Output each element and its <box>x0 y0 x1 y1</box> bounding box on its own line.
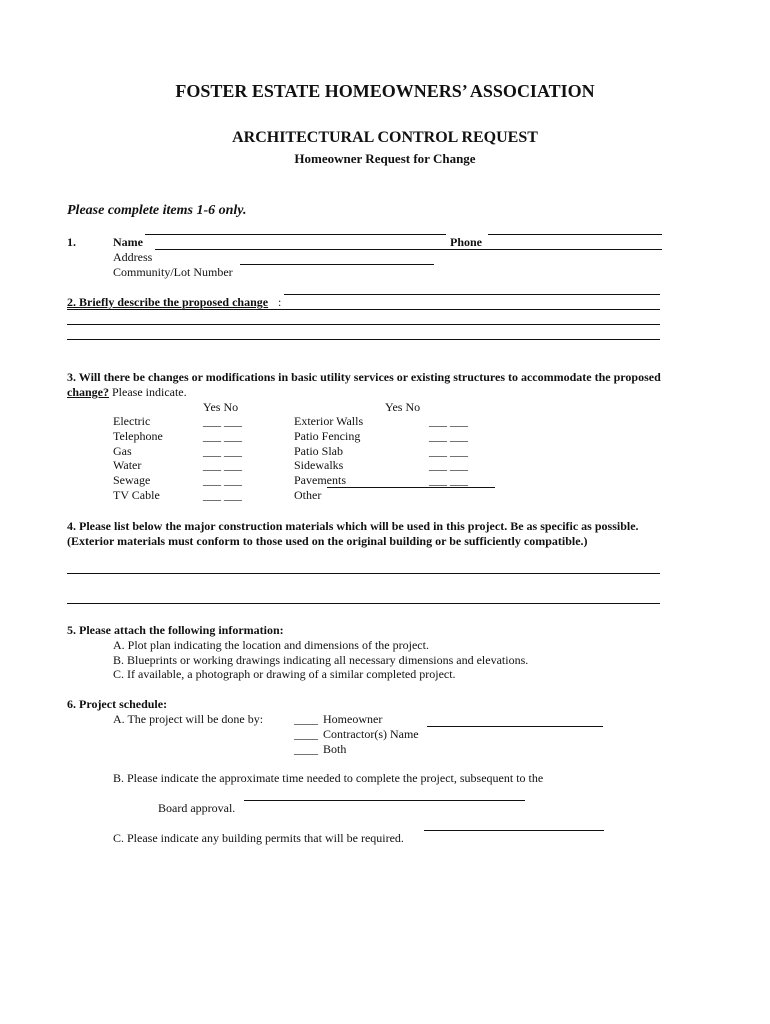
structure-pavements: Pavements <box>294 473 346 487</box>
tv-cable-yes-no[interactable]: ___ ___ <box>203 488 242 502</box>
utility-sewage: Sewage <box>113 473 151 487</box>
structure-patio-slab: Patio Slab <box>294 444 344 458</box>
contractor-option: Contractor(s) Name <box>323 727 419 741</box>
name-label: Name <box>113 235 143 249</box>
building-permits-field[interactable] <box>424 830 604 831</box>
utility-electric: Electric <box>113 414 151 428</box>
exterior-walls-yes-no[interactable]: ___ ___ <box>429 414 468 428</box>
item6-c-label: C. Please indicate any building permits that will be required. <box>113 831 404 845</box>
structure-exterior-walls: Exterior Walls <box>294 414 364 428</box>
item4-line2: (Exterior materials must conform to those used on the original building or be sufficiently compatible.) <box>67 534 588 548</box>
water-yes-no[interactable]: ___ ___ <box>203 458 242 472</box>
structure-sidewalks: Sidewalks <box>294 458 344 472</box>
proposed-change-field-1[interactable] <box>284 294 660 295</box>
contractor-blank[interactable]: ____ <box>294 727 318 741</box>
utility-water: Water <box>113 458 142 472</box>
phone-label: Phone <box>450 235 483 249</box>
contractor-name-field[interactable] <box>427 726 603 727</box>
item5-plot-plan: A. Plot plan indicating the location and dimensions of the project. <box>113 638 429 652</box>
utility-telephone: Telephone <box>113 429 163 443</box>
homeowner-option: Homeowner <box>323 712 383 726</box>
structure-other-field[interactable] <box>327 487 495 488</box>
time-needed-field[interactable] <box>244 800 525 801</box>
item4-line1: 4. Please list below the major construction materials which will be used in this project. Be as specific as possible. <box>67 519 639 533</box>
address-label: Address <box>113 250 153 264</box>
item6-heading: 6. Project schedule: <box>67 697 168 711</box>
item6-b-line1: B. Please indicate the approximate time needed to complete the project, subsequent to the <box>113 771 544 785</box>
form-subtitle: Homeowner Request for Change <box>294 151 476 166</box>
item3-change-word: change? <box>67 385 109 399</box>
proposed-change-field-4[interactable] <box>67 339 660 340</box>
item5-heading: 5. Please attach the following information: <box>67 623 284 637</box>
pavements-yes-no[interactable]: ___ ___ <box>429 473 468 487</box>
item5-blueprints: B. Blueprints or working drawings indicating all necessary dimensions and elevations. <box>113 653 529 667</box>
sewage-yes-no[interactable]: ___ ___ <box>203 473 242 487</box>
address-field[interactable] <box>155 249 662 250</box>
item1-number: 1. <box>67 235 76 249</box>
proposed-change-field-3[interactable] <box>67 324 660 325</box>
item3-question-cont <box>67 385 187 399</box>
yes-no-header-left: Yes No <box>203 400 239 414</box>
community-lot-label: Community/Lot Number <box>113 265 233 279</box>
item3-please-indicate: Please indicate. <box>109 385 187 399</box>
item6-a-label: A. The project will be done by: <box>113 712 264 726</box>
utility-tv-cable: TV Cable <box>113 488 160 502</box>
patio-fencing-yes-no[interactable]: ___ ___ <box>429 429 468 443</box>
both-option: Both <box>323 742 347 756</box>
item2-label: 2. Briefly describe the proposed change <box>67 295 269 309</box>
association-title: FOSTER ESTATE HOMEOWNERS’ ASSOCIATION <box>175 81 595 101</box>
community-lot-field[interactable] <box>240 264 434 265</box>
structure-patio-fencing: Patio Fencing <box>294 429 361 443</box>
item2-colon: : <box>278 295 282 309</box>
telephone-yes-no[interactable]: ___ ___ <box>203 429 242 443</box>
item3-question: 3. Will there be changes or modifications in basic utility services or existing structures to accommodate the proposed <box>67 370 661 384</box>
both-blank[interactable]: ____ <box>294 742 318 756</box>
gas-yes-no[interactable]: ___ ___ <box>203 444 242 458</box>
materials-field-2[interactable] <box>67 603 660 604</box>
form-title: ARCHITECTURAL CONTROL REQUEST <box>232 129 538 146</box>
instruction-text: Please complete items 1-6 only. <box>67 203 247 218</box>
utility-gas: Gas <box>113 444 132 458</box>
electric-yes-no[interactable]: ___ ___ <box>203 414 242 428</box>
item5-photograph: C. If available, a photograph or drawing of a similar completed project. <box>113 667 456 681</box>
name-field[interactable] <box>145 234 446 235</box>
item6-b-line2: Board approval. <box>158 801 236 815</box>
yes-no-header-right: Yes No <box>385 400 421 414</box>
sidewalks-yes-no[interactable]: ___ ___ <box>429 458 468 472</box>
structure-other-label: Other <box>294 488 322 502</box>
phone-field[interactable] <box>488 234 662 235</box>
homeowner-blank[interactable]: ____ <box>294 712 318 726</box>
proposed-change-field-2[interactable] <box>67 309 660 310</box>
patio-slab-yes-no[interactable]: ___ ___ <box>429 444 468 458</box>
materials-field-1[interactable] <box>67 573 660 574</box>
